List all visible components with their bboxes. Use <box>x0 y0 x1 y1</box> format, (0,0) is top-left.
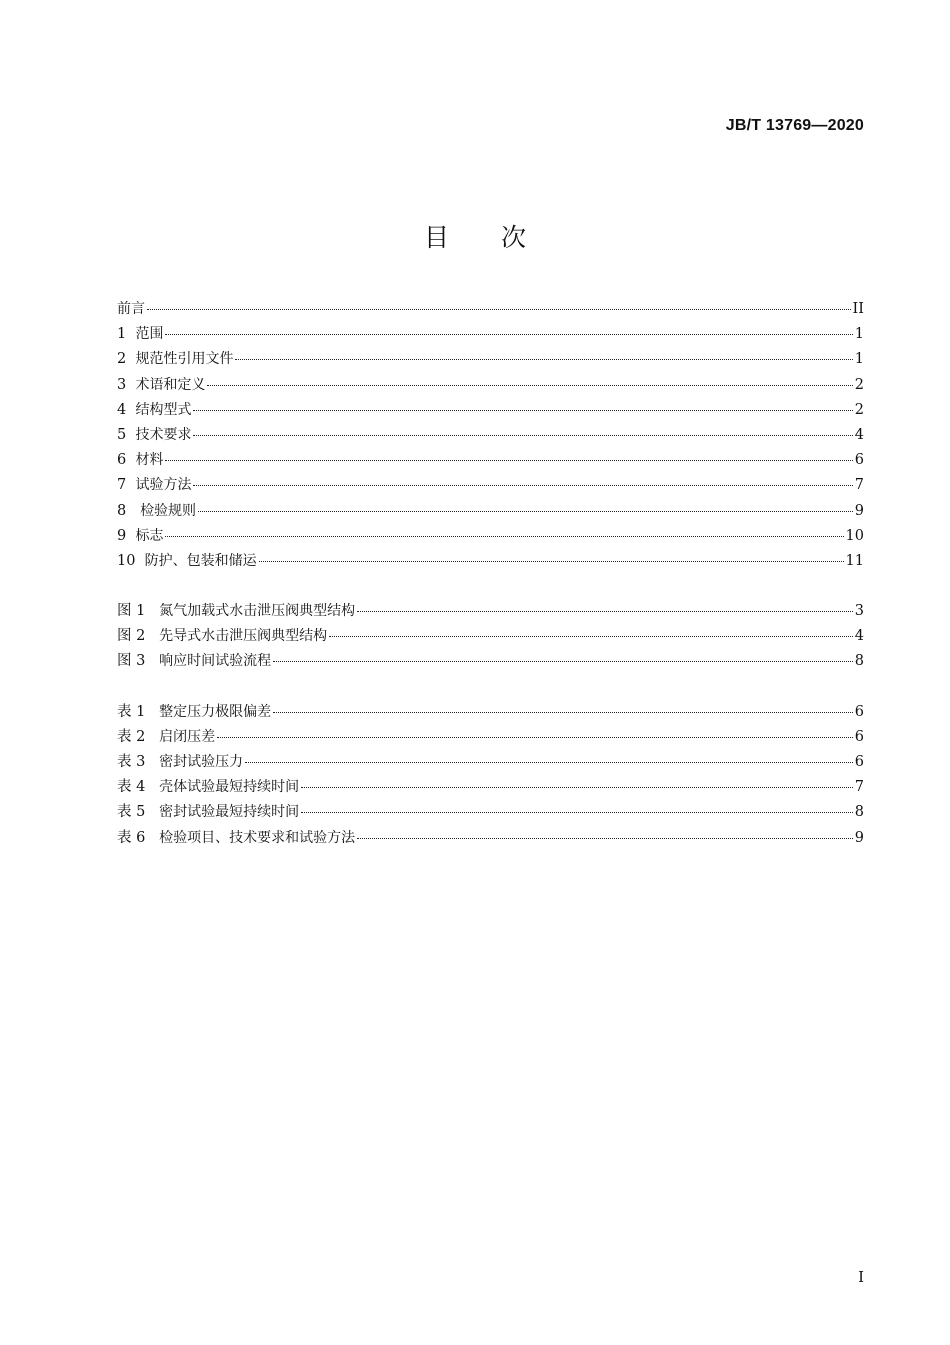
toc-entry[interactable] <box>117 599 864 624</box>
toc-entry-label: 范围 <box>135 326 164 343</box>
toc-entry-page: 6 <box>854 754 864 770</box>
toc-entry-label: 防护、包装和储运 <box>144 552 257 569</box>
toc-entry[interactable] <box>117 423 864 448</box>
toc-entry-label: 整定压力极限偏差 <box>159 703 272 720</box>
toc-entry-label: 试验方法 <box>135 477 192 494</box>
toc-entry[interactable] <box>117 624 864 649</box>
toc-entry-label: 检验项目、技术要求和试验方法 <box>159 829 356 846</box>
toc-entry-page: 9 <box>854 502 864 519</box>
dot-leader <box>301 786 853 788</box>
toc-entry-page: 8 <box>854 653 864 670</box>
dot-leader <box>193 409 852 411</box>
toc-entry[interactable] <box>117 473 864 498</box>
toc-entry-number: 9 <box>117 527 136 544</box>
toc-entry-label: 技术要求 <box>135 426 192 443</box>
toc-entry-number: 4 <box>117 401 136 418</box>
toc-entry[interactable] <box>117 800 864 825</box>
dot-leader <box>235 358 852 360</box>
toc-entry-page: 4 <box>854 426 864 443</box>
toc-entry-label: 术语和定义 <box>135 376 206 393</box>
dot-leader <box>329 635 853 637</box>
toc-entry[interactable] <box>117 549 864 574</box>
toc-entry-page: 6 <box>854 703 864 720</box>
toc-entry-number: 10 <box>117 552 145 569</box>
toc-entry[interactable] <box>117 448 864 473</box>
toc-entry[interactable] <box>117 398 864 423</box>
toc-entry-label: 材料 <box>135 452 164 469</box>
toc-sections <box>117 297 864 574</box>
toc-entry-label: 标志 <box>135 527 164 544</box>
toc-entry-page: 8 <box>854 804 864 821</box>
toc-entry-page: 1 <box>854 351 864 368</box>
dot-leader <box>207 384 852 386</box>
toc-entry-number: 1 <box>117 326 136 343</box>
toc-entry-number: 表 6 <box>117 829 160 846</box>
toc-entry-number: 表 5 <box>117 804 160 821</box>
dot-leader <box>198 510 853 512</box>
toc-entry-label: 先导式水击泄压阀典型结构 <box>159 628 328 645</box>
toc-entry-page: 1 <box>854 326 864 343</box>
toc-entry-label: 检验规则 <box>140 502 197 519</box>
toc-entry[interactable] <box>117 524 864 549</box>
toc-entry-page: 2 <box>854 376 864 393</box>
toc-entry-page: 2 <box>854 401 864 418</box>
dot-leader <box>165 459 852 461</box>
toc-entry[interactable] <box>117 826 864 851</box>
dot-leader <box>357 610 853 612</box>
dot-leader <box>217 736 853 738</box>
toc-entry-label: 氮气加载式水击泄压阀典型结构 <box>159 603 356 620</box>
dot-leader <box>193 484 852 486</box>
toc-entry-number: 表 3 <box>117 754 160 770</box>
toc-entry-page: 3 <box>854 603 864 620</box>
toc-entry-number: 图 3 <box>117 653 160 670</box>
toc-entry-page: 4 <box>854 628 864 645</box>
toc-entry-number: 表 1 <box>117 703 160 720</box>
toc-entry-page: 10 <box>845 527 864 544</box>
toc-entry-number: 3 <box>117 376 136 393</box>
toc-entry-page: 7 <box>854 477 864 494</box>
toc-tables <box>117 700 864 851</box>
toc-entry-page: 6 <box>854 452 864 469</box>
toc-entry[interactable] <box>117 347 864 372</box>
toc-entry-page: II <box>852 301 864 317</box>
toc-entry-number: 图 1 <box>117 603 160 620</box>
page-number: I <box>858 1268 864 1286</box>
toc-entry-number: 2 <box>117 351 136 368</box>
dot-leader <box>301 811 853 813</box>
table-of-contents <box>117 297 864 851</box>
dot-leader <box>357 837 853 839</box>
toc-entry-label: 前言 <box>117 301 145 317</box>
toc-entry-page: 6 <box>854 728 864 745</box>
toc-entry-label: 结构型式 <box>135 401 192 418</box>
toc-entry-number: 8 <box>117 502 141 519</box>
toc-entry-number: 5 <box>117 426 136 443</box>
toc-entry[interactable] <box>117 725 864 750</box>
toc-entry-page: 7 <box>854 779 864 796</box>
toc-entry[interactable] <box>117 373 864 398</box>
dot-leader <box>245 761 853 763</box>
toc-entry-page: 9 <box>854 829 864 846</box>
dot-leader <box>193 434 852 436</box>
toc-entry-label: 启闭压差 <box>159 728 216 745</box>
toc-entry-number: 6 <box>117 452 136 469</box>
toc-entry-number: 7 <box>117 477 136 494</box>
dot-leader <box>259 560 844 562</box>
toc-entry-label: 规范性引用文件 <box>135 351 234 368</box>
toc-entry-number: 图 2 <box>117 628 160 645</box>
dot-leader <box>147 308 851 310</box>
toc-entry[interactable] <box>117 750 864 775</box>
dot-leader <box>273 660 853 662</box>
toc-entry-label: 壳体试验最短持续时间 <box>159 779 300 796</box>
toc-entry-number: 表 2 <box>117 728 160 745</box>
dot-leader <box>165 535 843 537</box>
dot-leader <box>273 711 853 713</box>
document-code: JB/T 13769—2020 <box>725 117 864 134</box>
toc-title: 目次 <box>423 223 578 252</box>
toc-entry-label: 密封试验压力 <box>159 754 244 770</box>
dot-leader <box>165 333 852 335</box>
toc-figures <box>117 599 864 675</box>
toc-entry-page: 11 <box>845 552 864 569</box>
toc-entry[interactable] <box>117 297 864 322</box>
toc-entry[interactable] <box>117 499 864 524</box>
toc-entry[interactable] <box>117 700 864 725</box>
toc-entry-label: 密封试验最短持续时间 <box>159 804 300 821</box>
toc-entry-label: 响应时间试验流程 <box>159 653 272 670</box>
toc-entry[interactable] <box>117 775 864 800</box>
toc-entry[interactable] <box>117 649 864 674</box>
toc-entry[interactable] <box>117 322 864 347</box>
toc-entry-number: 表 4 <box>117 779 160 796</box>
